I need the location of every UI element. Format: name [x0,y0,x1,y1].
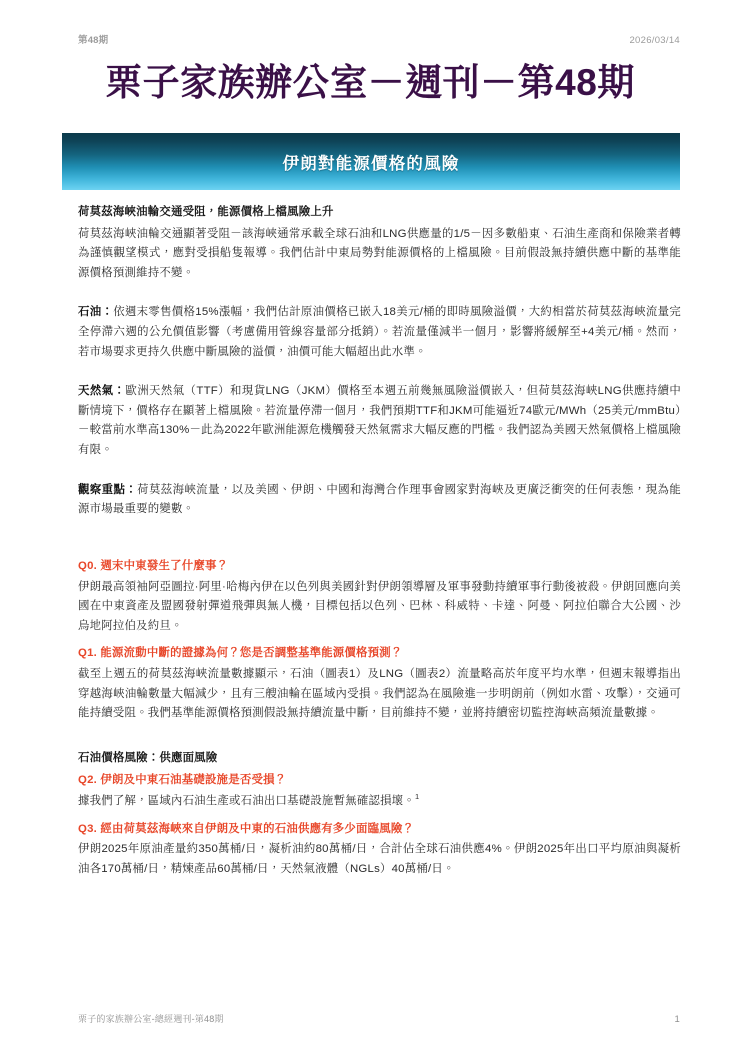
page-footer [78,1012,680,1025]
answer-paragraph-q3: 伊朗2025年原油產量約350萬桶/日，凝析油約80萬桶/日，合計佔全球石油供應4%。伊朗2025年出口平均原油與凝析油各170萬桶/日，精煉產品60萬桶/日，天然氣液體（NGLs）40萬桶/日。 [78,843,681,875]
section-heading-oil-price-risk: 石油價格風險：供應面風險 [78,751,218,764]
page-title: 栗子家族辦公室－週刊－第48期 [105,62,635,103]
question-heading-q0: Q0. 週末中東發生了什麼事？ [78,559,229,572]
spacer [78,294,681,303]
oil-label: 石油： [78,306,114,319]
answer-paragraph-q1: 截至上週五的荷莫茲海峽流量數據顯示，石油（圖表1）及LNG（圖表2）流量略高於年度平均水準，但週末報導指出穿越海峽油輪數量大幅減少，且有三艘油輪在區域內受損。我們認為在風險進一步明朗前（例如水雷、攻擊），交通可能持續受阻。我們基準能源價格預測假設無持續流量中斷，目前維持不變，並將持續密切監控海峽高頻流量數據。 [78,667,681,720]
watch-label: 觀察重點： [78,483,138,496]
footer-page-number: 1 [674,1014,680,1025]
question-heading-q1: Q1. 能源流動中斷的證據為何？您是否調整基準能源價格預測？ [78,647,403,660]
spacer [78,373,681,382]
gas-label: 天然氣： [78,385,126,398]
answer-q2-text: 據我們了解，區域內石油生產或石油出口基礎設施暫無確認損壞。 [78,795,415,808]
summary-heading: 荷莫茲海峽油輪交通受阻，能源價格上檔風險上升 [78,206,334,218]
gas-paragraph-text: 歐洲天然氣（TTF）和現貨LNG（JKM）價格至本週五前幾無風險溢價嵌入，但荷莫茲海峽LNG供應持續中斷情境下，價格存在顯著上檔風險。若流量停滯一個月，我們預期TTF和JKM可能逼近74歐元/MWh（25美元/mmBtu）－較當前水準高130%－此為2022年歐洲能源危機觸發天然氣需求大幅反應的門檻。我們認為美國天然氣價格上檔風險有限。 [78,385,681,457]
spacer [78,531,681,557]
summary-paragraph: 荷莫茲海峽油輪交通顯著受阻－該海峽通常承載全球石油和LNG供應量的1/5－因多數船東、石油生產商和保險業者轉為謹慎觀望模式，應對受損船隻報導。我們估計中東局勢對能源價格的上檔風險。目前假設無持續供應中斷的基準能源價格預測維持不變。 [78,227,681,279]
header-issue-label: 第48期 [78,35,109,46]
section-banner [62,133,680,190]
question-heading-q3: Q3. 經由荷莫茲海峽來自伊朗及中東的石油供應有多少面臨風險？ [78,822,415,835]
header-meta-row [78,32,680,46]
banner-title: 伊朗對能源價格的風險 [282,154,460,173]
footer-text: 栗子的家族辦公室-總經週刊-第48期 [78,1014,224,1024]
oil-paragraph [78,303,681,362]
answer-paragraph-q2 [78,792,681,812]
watch-paragraph [78,481,681,520]
question-heading-q2: Q2. 伊朗及中東石油基礎設施是否受損？ [78,774,287,787]
spacer [78,472,681,481]
header-date: 2026/03/14 [629,35,680,46]
gas-paragraph [78,382,681,460]
oil-paragraph-text: 依週末零售價格15%漲幅，我們估計原油價格已嵌入18美元/桶的即時風險溢價，大約相當於荷莫茲海峽流量完全停滯六週的公允價值影響（考慮備用管線容量部分抵銷）。若流量僅減半一個月，影響將緩解至+4美元/桶。然而，若市場要求更持久供應中斷風險的溢價，油價可能大幅超出此水準。 [78,306,682,358]
answer-paragraph-q0: 伊朗最高領袖阿亞圖拉·阿里·哈梅內伊在以色列與美國針對伊朗領導層及軍事發動持續軍事行動後被殺。伊朗回應向美國在中東資產及盟國發射彈道飛彈與無人機，目標包括以色列、巴林、科威特、卡達、阿曼、阿拉伯聯合大公國、沙烏地阿拉伯及約旦。 [78,580,681,632]
watch-paragraph-text: 荷莫茲海峽流量，以及美國、伊朗、中國和海灣合作理事會國家對海峽及更廣泛衝突的任何表態，現為能源市場最重要的變數。 [78,483,681,516]
spacer [78,732,681,749]
document-body [78,203,681,887]
footnote-marker: 1 [414,792,420,802]
